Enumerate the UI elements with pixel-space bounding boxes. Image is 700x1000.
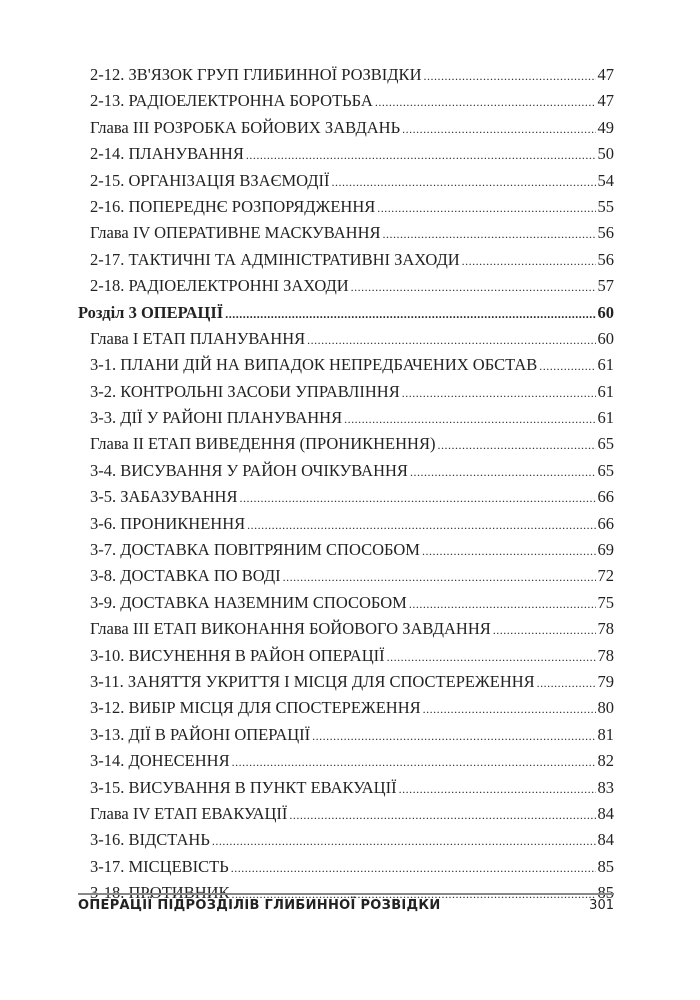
toc-entry-title: 3-8. ДОСТАВКА ПО ВОДІ — [90, 566, 281, 586]
dot-leader — [283, 564, 596, 590]
toc-entry[interactable] — [78, 141, 614, 167]
toc-entry[interactable] — [78, 616, 614, 642]
toc-entry[interactable] — [78, 168, 614, 194]
toc-entry[interactable] — [78, 405, 614, 431]
toc-entry[interactable] — [78, 669, 614, 695]
toc-entry-page: 56 — [597, 249, 614, 269]
dot-leader — [231, 855, 596, 881]
toc-entry[interactable] — [78, 801, 614, 827]
toc-entry[interactable] — [78, 62, 614, 88]
toc-entry-page: 83 — [597, 777, 614, 797]
toc-entry-title: Глава IV ЕТАП ЕВАКУАЦІЇ — [90, 803, 288, 823]
toc-entry-title: 3-1. ПЛАНИ ДІЙ НА ВИПАДОК НЕПРЕДБАЧЕНИХ ОБСТАВ — [90, 355, 538, 375]
toc-entry-page: 75 — [597, 592, 614, 612]
dot-leader — [387, 644, 596, 670]
toc-entry-page: 49 — [597, 117, 614, 137]
toc-entry-title: 2-13. РАДІОЕЛЕКТРОННА БОРОТЬБА — [90, 91, 373, 111]
dot-leader — [344, 406, 595, 432]
toc-entry-page: 84 — [597, 830, 614, 850]
toc-entry-page: 56 — [597, 223, 614, 243]
dot-leader — [331, 169, 595, 195]
dot-leader — [247, 512, 595, 538]
dot-leader — [399, 776, 596, 802]
dot-leader — [312, 723, 595, 749]
toc-entry-page: 65 — [597, 460, 614, 480]
toc-entry[interactable] — [78, 379, 614, 405]
toc-entry-page: 81 — [597, 724, 614, 744]
dot-leader — [232, 749, 596, 775]
dot-leader — [246, 142, 596, 168]
dot-leader — [239, 485, 595, 511]
toc-entry-page: 47 — [597, 65, 614, 84]
toc-entry-page: 78 — [597, 619, 614, 639]
toc-entry-title: 3-10. ВИСУНЕННЯ В РАЙОН ОПЕРАЦІЇ — [90, 645, 385, 665]
toc-entry[interactable] — [78, 247, 614, 273]
toc-entry-title: 3-9. ДОСТАВКА НАЗЕМНИМ СПОСОБОМ — [90, 592, 407, 612]
toc-entry-page: 78 — [597, 645, 614, 665]
dot-leader — [225, 301, 595, 327]
toc-entry[interactable] — [78, 458, 614, 484]
toc-entry-title: Глава I ЕТАП ПЛАНУВАННЯ — [90, 328, 306, 348]
toc-entry-title: 3-17. МІСЦЕВІСТЬ — [90, 856, 229, 876]
toc-entry-title: 2-16. ПОПЕРЕДНЄ РОЗПОРЯДЖЕННЯ — [90, 196, 376, 216]
toc-entry-title: 2-14. ПЛАНУВАННЯ — [90, 144, 244, 164]
dot-leader — [402, 116, 595, 142]
toc-entry-title: Глава II ЕТАП ВИВЕДЕННЯ (ПРОНИКНЕННЯ) — [90, 434, 436, 454]
toc-entry[interactable] — [78, 352, 614, 378]
dot-leader — [539, 353, 595, 379]
toc-entry-page: 61 — [597, 381, 614, 401]
toc-entry-title: Глава IV ОПЕРАТИВНЕ МАСКУВАННЯ — [90, 223, 381, 243]
toc-entry-page: 80 — [597, 698, 614, 718]
toc-entry-page: 66 — [597, 487, 614, 507]
dot-leader — [410, 459, 596, 485]
footer-divider — [78, 893, 614, 895]
dot-leader — [422, 538, 596, 564]
toc-entry-page: 61 — [597, 408, 614, 428]
table-of-contents — [78, 62, 614, 907]
toc-entry-title: 3-14. ДОНЕСЕННЯ — [90, 751, 230, 771]
toc-entry[interactable] — [78, 273, 614, 299]
toc-entry-title: 2-18. РАДІОЕЛЕКТРОННІ ЗАХОДИ — [90, 276, 349, 296]
toc-entry-title: 2-15. ОРГАНІЗАЦІЯ ВЗАЄМОДІЇ — [90, 170, 330, 190]
toc-entry[interactable] — [78, 590, 614, 616]
toc-entry-title: 3-12. ВИБІР МІСЦЯ ДЛЯ СПОСТЕРЕЖЕННЯ — [90, 698, 421, 718]
dot-leader — [383, 221, 596, 247]
toc-entry[interactable] — [78, 115, 614, 141]
toc-entry-page: 60 — [597, 328, 614, 348]
toc-entry-title: 2-12. ЗВ'ЯЗОК ГРУП ГЛИБИННОЇ РОЗВІДКИ — [90, 65, 422, 84]
dot-leader — [307, 327, 595, 353]
toc-entry-title: Глава III РОЗРОБКА БОЙОВИХ ЗАВДАНЬ — [90, 117, 401, 137]
dot-leader — [423, 696, 596, 722]
dot-leader — [423, 63, 595, 89]
toc-entry-title: 3-4. ВИСУВАННЯ У РАЙОН ОЧІКУВАННЯ — [90, 460, 408, 480]
toc-entry[interactable] — [78, 431, 614, 457]
toc-entry[interactable] — [78, 484, 614, 510]
toc-entry[interactable] — [78, 722, 614, 748]
toc-entry-page: 72 — [597, 566, 614, 586]
page-footer — [78, 898, 614, 913]
toc-entry[interactable] — [78, 220, 614, 246]
toc-entry[interactable] — [78, 775, 614, 801]
dot-leader — [377, 195, 595, 221]
toc-entry[interactable] — [78, 326, 614, 352]
toc-entry-title: 3-6. ПРОНИКНЕННЯ — [90, 513, 246, 533]
dot-leader — [351, 274, 596, 300]
dot-leader — [375, 89, 596, 115]
toc-entry[interactable] — [78, 827, 614, 853]
toc-entry-title: 3-5. ЗАБАЗУВАННЯ — [90, 487, 238, 507]
toc-entry[interactable] — [78, 854, 614, 880]
toc-entry[interactable] — [78, 643, 614, 669]
toc-entry-page: 57 — [597, 276, 614, 296]
toc-entry-title: 3-3. ДІЇ У РАЙОНІ ПЛАНУВАННЯ — [90, 408, 343, 428]
toc-entry-title: Глава III ЕТАП ВИКОНАННЯ БОЙОВОГО ЗАВДАННЯ — [90, 619, 491, 639]
toc-entry[interactable] — [78, 88, 614, 114]
toc-entry-page: 60 — [597, 302, 614, 322]
toc-entry-page: 85 — [597, 856, 614, 876]
toc-entry-title: 3-7. ДОСТАВКА ПОВІТРЯНИМ СПОСОБОМ — [90, 540, 420, 560]
footer-book-title: ОПЕРАЦІЇ ПІДРОЗДІЛІВ ГЛИБИННОЇ РОЗВІДКИ — [78, 898, 441, 913]
toc-entry-page: 50 — [597, 144, 614, 164]
toc-entry-title: 3-15. ВИСУВАННЯ В ПУНКТ ЕВАКУАЦІЇ — [90, 777, 397, 797]
toc-entry-page: 47 — [597, 91, 614, 111]
toc-entry[interactable] — [78, 194, 614, 220]
dot-leader — [462, 248, 596, 274]
toc-entry[interactable] — [78, 511, 614, 537]
dot-leader — [212, 828, 596, 854]
toc-entry-title: 2-17. ТАКТИЧНІ ТА АДМІНІСТРАТИВНІ ЗАХОДИ — [90, 249, 460, 269]
footer-page-number: 301 — [589, 898, 614, 913]
dot-leader — [402, 380, 596, 406]
toc-entry-page: 79 — [597, 671, 614, 691]
toc-entry[interactable] — [78, 537, 614, 563]
toc-entry[interactable] — [78, 300, 614, 326]
toc-entry[interactable] — [78, 563, 614, 589]
dot-leader — [537, 670, 596, 696]
toc-entry-page: 82 — [597, 751, 614, 771]
toc-entry[interactable] — [78, 695, 614, 721]
dot-leader — [493, 617, 596, 643]
dot-leader — [437, 432, 595, 458]
toc-entry-page: 54 — [597, 170, 614, 190]
toc-entry-title: 3-2. КОНТРОЛЬНІ ЗАСОБИ УПРАВЛІННЯ — [90, 381, 400, 401]
toc-entry-page: 69 — [597, 540, 614, 560]
toc-entry-page: 84 — [597, 803, 614, 823]
dot-leader — [289, 802, 595, 828]
toc-entry-page: 55 — [597, 196, 614, 216]
toc-entry-page: 61 — [597, 355, 614, 375]
toc-entry-title: 3-16. ВІДСТАНЬ — [90, 830, 210, 850]
toc-entry-title: Розділ 3 ОПЕРАЦІЇ — [78, 302, 224, 322]
dot-leader — [409, 591, 596, 617]
toc-entry[interactable] — [78, 748, 614, 774]
toc-entry-title: 3-13. ДІЇ В РАЙОНІ ОПЕРАЦІЇ — [90, 724, 311, 744]
toc-entry-page: 66 — [597, 513, 614, 533]
toc-entry-page: 65 — [597, 434, 614, 454]
toc-entry-title: 3-11. ЗАНЯТТЯ УКРИТТЯ І МІСЦЯ ДЛЯ СПОСТЕРЕЖЕННЯ — [90, 671, 535, 691]
